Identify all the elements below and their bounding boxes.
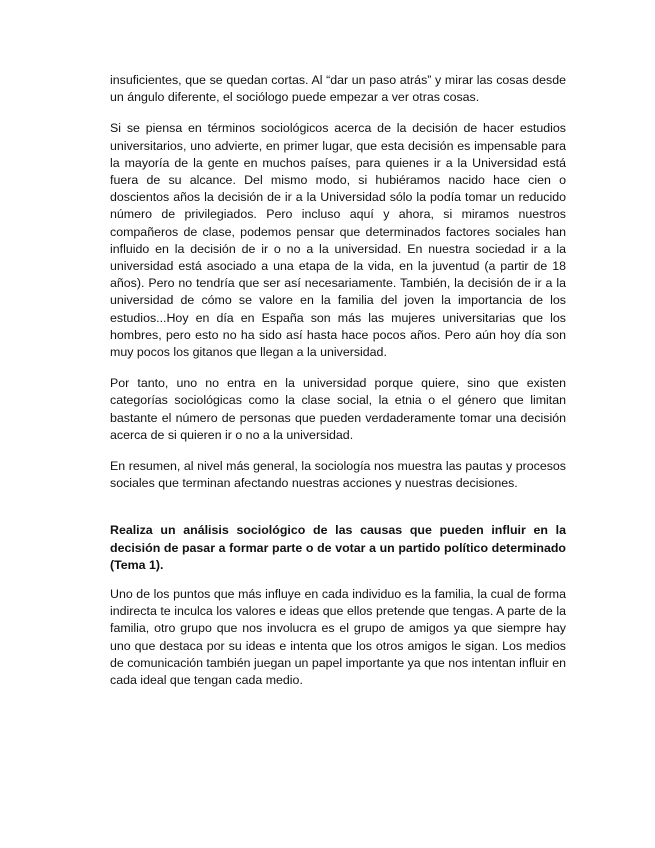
- paragraph-sociological-categories: Por tanto, uno no entra en la universidad porque quiere, sino que existen categorías sociológicas como la clase social, la etnia o el género que limitan bastante el número de personas que pueden verdaderamente tomar una decisión acerca de si quieren ir o no a la universidad.: [110, 376, 566, 442]
- document-page: [110, 72, 566, 703]
- question-heading: Realiza un análisis sociológico de las causas que pueden influir en la decisión de pasar a formar parte o de votar a un partido político determinado (Tema 1).: [110, 523, 566, 572]
- paragraph-continuation: insuficientes, que se quedan cortas. Al “dar un paso atrás” y mirar las cosas desde un ángulo diferente, el sociólogo puede empezar a ver otras cosas.: [110, 73, 566, 105]
- paragraph-summary: En resumen, al nivel más general, la sociología nos muestra las pautas y procesos sociales que terminan afectando nuestras acciones y nuestras decisiones.: [110, 459, 566, 491]
- answer-paragraph: Uno de los puntos que más influye en cada individuo es la familia, la cual de forma indirecta te inculca los valores e ideas que ellos pretende que tengas. A parte de la familia, otro grupo que nos involucra es el grupo de amigos ya que siempre hay uno que destaca por su ideas e intenta que los otros amigos le sigan. Los medios de comunicación también juegan un papel importante ya que nos intentan influir en cada ideal que tengan cada medio.: [110, 587, 567, 688]
- paragraph-university-decision: Si se piensa en términos sociológicos acerca de la decisión de hacer estudios universitarios, uno advierte, en primer lugar, que esta decisión es impensable para la mayoría de la gente en muchos países, para quienes ir a la Universidad está fuera de su alcance. Del mismo modo, si hubiéramos nacido hace cien o doscientos años la decisión de ir a la Universidad sólo la podía tomar un reducido número de privilegiados. Pero incluso aquí y ahora, si miramos nuestros compañeros de clase, podemos pensar que determinados factores sociales han influido en la decisión de ir o no a la universidad. En nuestra sociedad ir a la universidad está asociado a una etapa de la vida, en la juventud (a partir de 18 años). Pero no tendría que ser así necesariamente. También, la decisión de ir a la universidad de cómo se valore en la familia del joven la importancia de los estudios...Hoy en día en España son más las mujeres universitarias que los hombres, pero esto no ha sido así hasta hace pocos años. Pero aún hoy día son muy pocos los gitanos que llegan a la universidad.: [110, 121, 566, 360]
